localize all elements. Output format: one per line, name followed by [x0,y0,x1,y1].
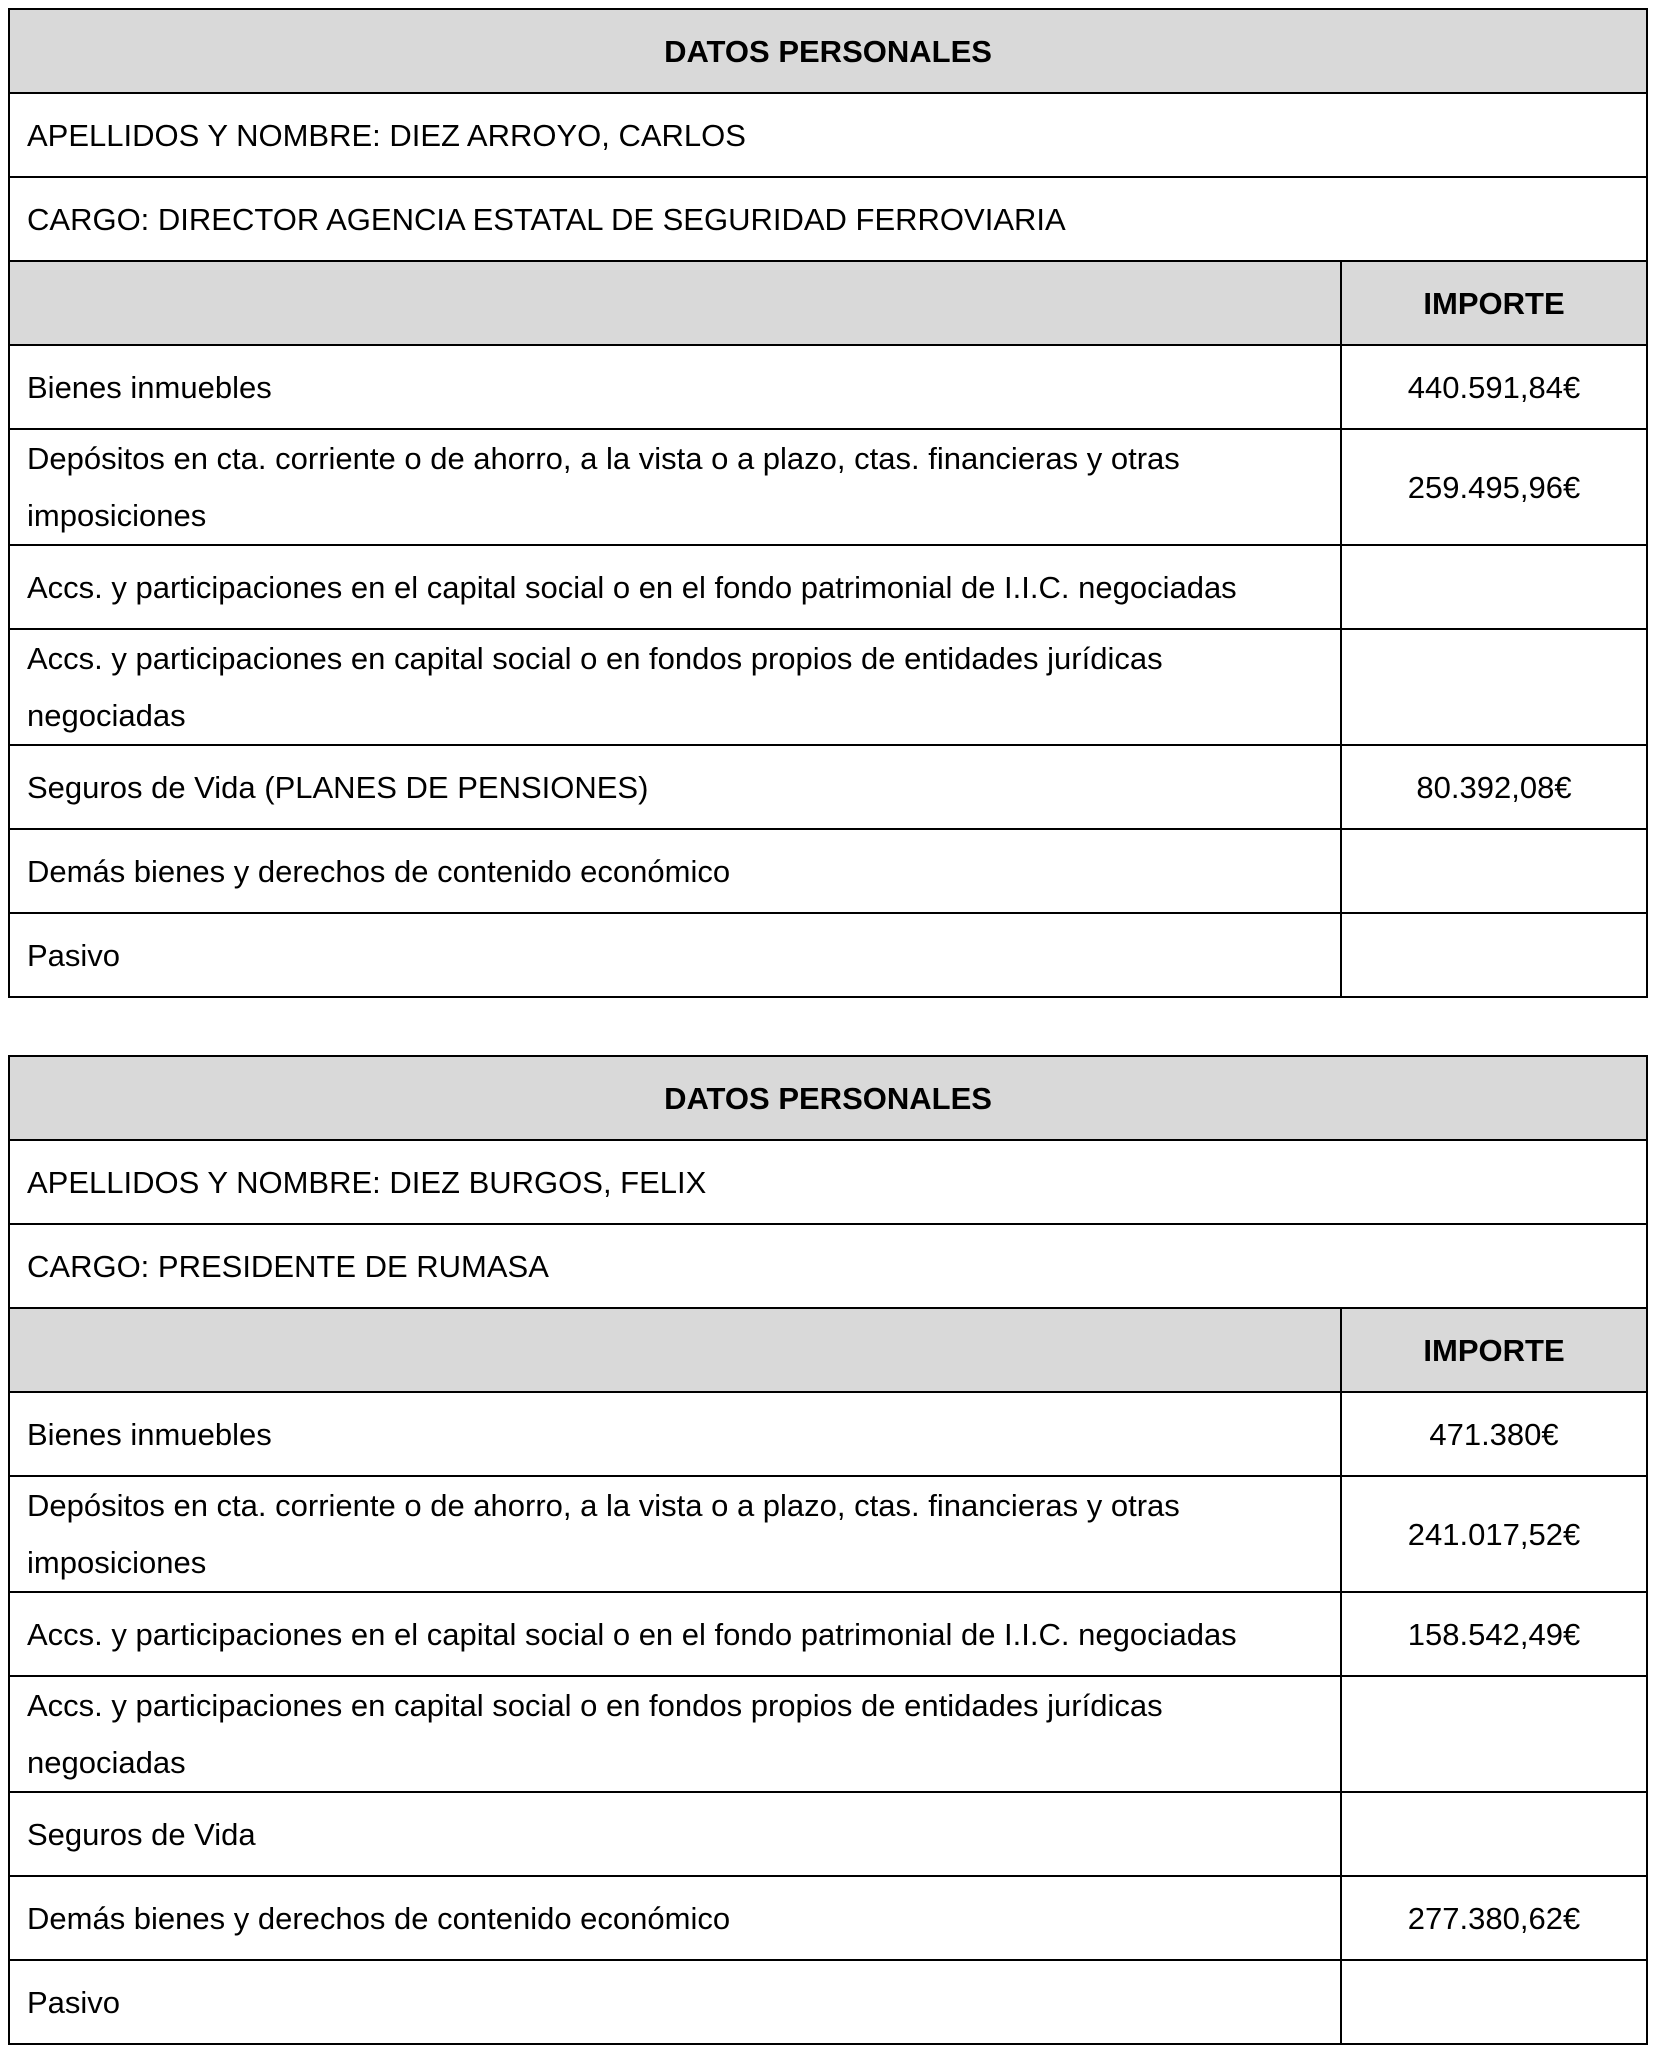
asset-table-2 [8,1055,1648,2045]
row-amount: 277.380,62€ [1341,1876,1647,1960]
row-amount: 158.542,49€ [1341,1592,1647,1676]
asset-table-1 [8,8,1648,998]
row-amount [1341,829,1647,913]
row-amount [1341,545,1647,629]
table-row [9,1876,1647,1960]
row-label: Depósitos en cta. corriente o de ahorro, a la vista o a plazo, ctas. financieras y otras imposiciones [9,1476,1341,1592]
row-label: Bienes inmuebles [9,345,1341,429]
table-row [9,913,1647,997]
row-label: Demás bienes y derechos de contenido económico [9,829,1341,913]
row-label: Accs. y participaciones en capital social o en fondos propios de entidades jurídicas negociadas [9,1676,1341,1792]
row-label: Accs. y participaciones en el capital social o en el fondo patrimonial de I.I.C. negociadas [9,1592,1341,1676]
blank-header-cell [9,1308,1341,1392]
table-row [9,1592,1647,1676]
table-row [9,1960,1647,2044]
row-amount [1341,913,1647,997]
row-amount [1341,1792,1647,1876]
row-amount: 241.017,52€ [1341,1476,1647,1592]
table-row [9,345,1647,429]
row-label: Seguros de Vida [9,1792,1341,1876]
table-row [9,545,1647,629]
row-label: Demás bienes y derechos de contenido económico [9,1876,1341,1960]
row-label: Bienes inmuebles [9,1392,1341,1476]
table-row [9,629,1647,745]
row-label: Pasivo [9,1960,1341,2044]
table-row [9,829,1647,913]
name-line: APELLIDOS Y NOMBRE: DIEZ BURGOS, FELIX [9,1140,1647,1224]
row-label: Accs. y participaciones en el capital social o en el fondo patrimonial de I.I.C. negociadas [9,545,1341,629]
row-amount [1341,629,1647,745]
row-amount: 259.495,96€ [1341,429,1647,545]
section-header: DATOS PERSONALES [9,1056,1647,1140]
table-row [9,429,1647,545]
cargo-line: CARGO: PRESIDENTE DE RUMASA [9,1224,1647,1308]
blank-header-cell [9,261,1341,345]
importe-header: IMPORTE [1341,1308,1647,1392]
row-label: Pasivo [9,913,1341,997]
table-row [9,1392,1647,1476]
row-label: Accs. y participaciones en capital social o en fondos propios de entidades jurídicas negociadas [9,629,1341,745]
section-header: DATOS PERSONALES [9,9,1647,93]
row-amount [1341,1676,1647,1792]
row-label: Depósitos en cta. corriente o de ahorro, a la vista o a plazo, ctas. financieras y otras imposiciones [9,429,1341,545]
table-row [9,1792,1647,1876]
table-row [9,1476,1647,1592]
table-row [9,1676,1647,1792]
table-row [9,745,1647,829]
name-line: APELLIDOS Y NOMBRE: DIEZ ARROYO, CARLOS [9,93,1647,177]
cargo-line: CARGO: DIRECTOR AGENCIA ESTATAL DE SEGURIDAD FERROVIARIA [9,177,1647,261]
row-amount: 440.591,84€ [1341,345,1647,429]
row-amount: 471.380€ [1341,1392,1647,1476]
importe-header: IMPORTE [1341,261,1647,345]
row-label: Seguros de Vida (PLANES DE PENSIONES) [9,745,1341,829]
row-amount: 80.392,08€ [1341,745,1647,829]
row-amount [1341,1960,1647,2044]
